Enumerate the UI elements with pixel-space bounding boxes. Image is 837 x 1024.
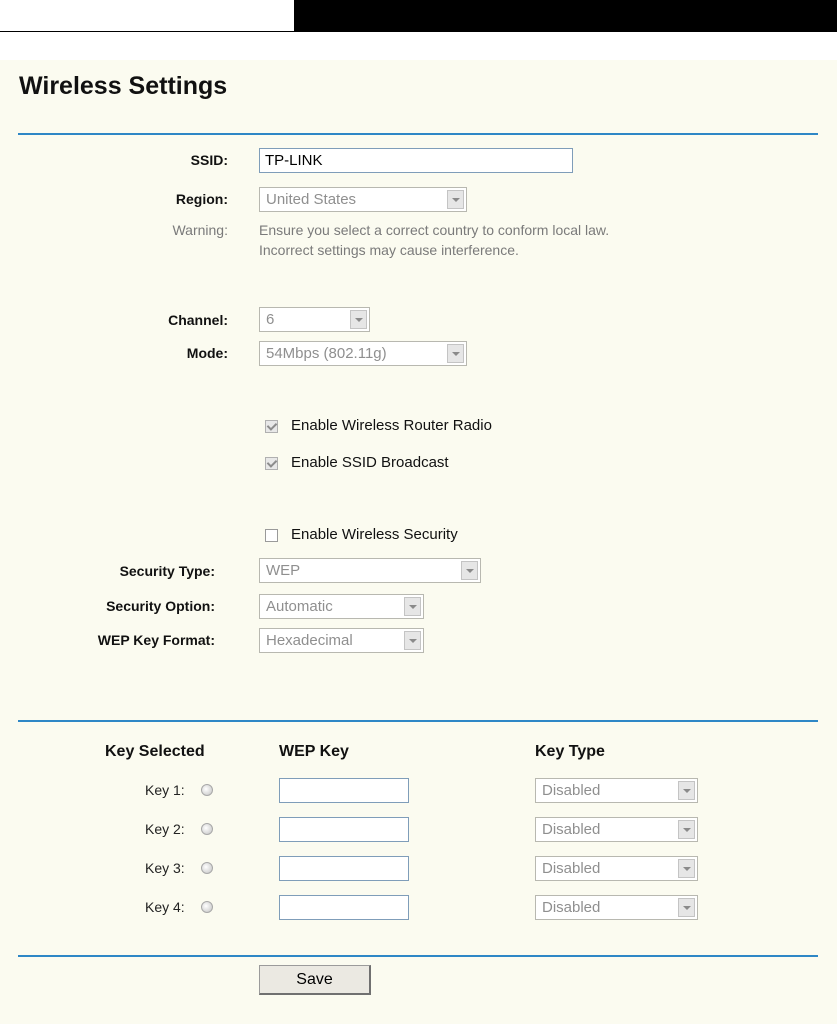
- channel-value: 6: [266, 311, 275, 328]
- key-1-type-select[interactable]: [535, 778, 698, 803]
- key-2-type-value: Disabled: [542, 821, 601, 838]
- enable-security-label: Enable Wireless Security: [291, 526, 458, 543]
- key-2-label: Key 2:: [145, 821, 185, 837]
- security-type-value: WEP: [266, 562, 301, 579]
- key-1-input[interactable]: [279, 778, 409, 803]
- key-3-label: Key 3:: [145, 860, 185, 876]
- key-3-type-select[interactable]: [535, 856, 698, 881]
- warning-label: Warning:: [172, 222, 228, 238]
- mode-value: 54Mbps (802.11g): [266, 345, 387, 362]
- header-bar: [294, 0, 837, 31]
- chevron-down-icon: [678, 898, 695, 917]
- key-2-type-select[interactable]: [535, 817, 698, 842]
- enable-ssid-broadcast-checkbox[interactable]: [265, 457, 278, 470]
- security-option-value: Automatic: [266, 598, 333, 615]
- divider-middle: [18, 720, 818, 722]
- chevron-down-icon: [447, 190, 464, 209]
- chevron-down-icon: [678, 859, 695, 878]
- wep-key-header: WEP Key: [279, 743, 349, 760]
- channel-label: Channel:: [168, 312, 228, 328]
- security-type-select[interactable]: [259, 558, 481, 583]
- chevron-down-icon: [678, 820, 695, 839]
- chevron-down-icon: [461, 561, 478, 580]
- key-1-radio[interactable]: [201, 784, 213, 796]
- key-3-input[interactable]: [279, 856, 409, 881]
- key-4-label: Key 4:: [145, 899, 185, 915]
- key-3-type-value: Disabled: [542, 860, 601, 877]
- wep-key-format-value: Hexadecimal: [266, 632, 353, 649]
- wep-key-format-label: WEP Key Format:: [97, 632, 215, 648]
- warning-line-2: Incorrect settings may cause interference.: [259, 242, 519, 258]
- chevron-down-icon: [447, 344, 464, 363]
- region-label: Region:: [175, 191, 228, 207]
- channel-select[interactable]: [259, 307, 370, 332]
- header-divider: [0, 31, 837, 32]
- chevron-down-icon: [350, 310, 367, 329]
- enable-radio-checkbox[interactable]: [265, 420, 278, 433]
- key-2-radio[interactable]: [201, 823, 213, 835]
- mode-select[interactable]: [259, 341, 467, 366]
- chevron-down-icon: [404, 597, 421, 616]
- mode-label: Mode:: [186, 345, 228, 361]
- divider-top: [18, 133, 818, 135]
- key-4-radio[interactable]: [201, 901, 213, 913]
- key-4-type-select[interactable]: [535, 895, 698, 920]
- save-button[interactable]: Save: [259, 965, 371, 995]
- key-2-input[interactable]: [279, 817, 409, 842]
- key-4-type-value: Disabled: [542, 899, 601, 916]
- key-4-input[interactable]: [279, 895, 409, 920]
- key-type-header: Key Type: [535, 743, 605, 760]
- security-type-label: Security Type:: [119, 563, 215, 579]
- security-option-label: Security Option:: [106, 598, 215, 614]
- ssid-label: SSID:: [190, 152, 228, 168]
- ssid-input[interactable]: [259, 148, 573, 173]
- key-3-radio[interactable]: [201, 862, 213, 874]
- key-1-label: Key 1:: [145, 782, 185, 798]
- security-option-select[interactable]: [259, 594, 424, 619]
- wep-key-format-select[interactable]: [259, 628, 424, 653]
- key-selected-header: Key Selected: [105, 743, 205, 760]
- warning-line-1: Ensure you select a correct country to conform local law.: [259, 222, 610, 238]
- region-value: United States: [266, 191, 357, 208]
- chevron-down-icon: [404, 631, 421, 650]
- enable-ssid-broadcast-label: Enable SSID Broadcast: [291, 454, 449, 471]
- chevron-down-icon: [678, 781, 695, 800]
- enable-security-checkbox[interactable]: [265, 529, 278, 542]
- region-select[interactable]: [259, 187, 467, 212]
- page-title: Wireless Settings: [19, 72, 228, 100]
- enable-radio-label: Enable Wireless Router Radio: [291, 417, 492, 434]
- divider-bottom: [18, 955, 818, 957]
- key-1-type-value: Disabled: [542, 782, 601, 799]
